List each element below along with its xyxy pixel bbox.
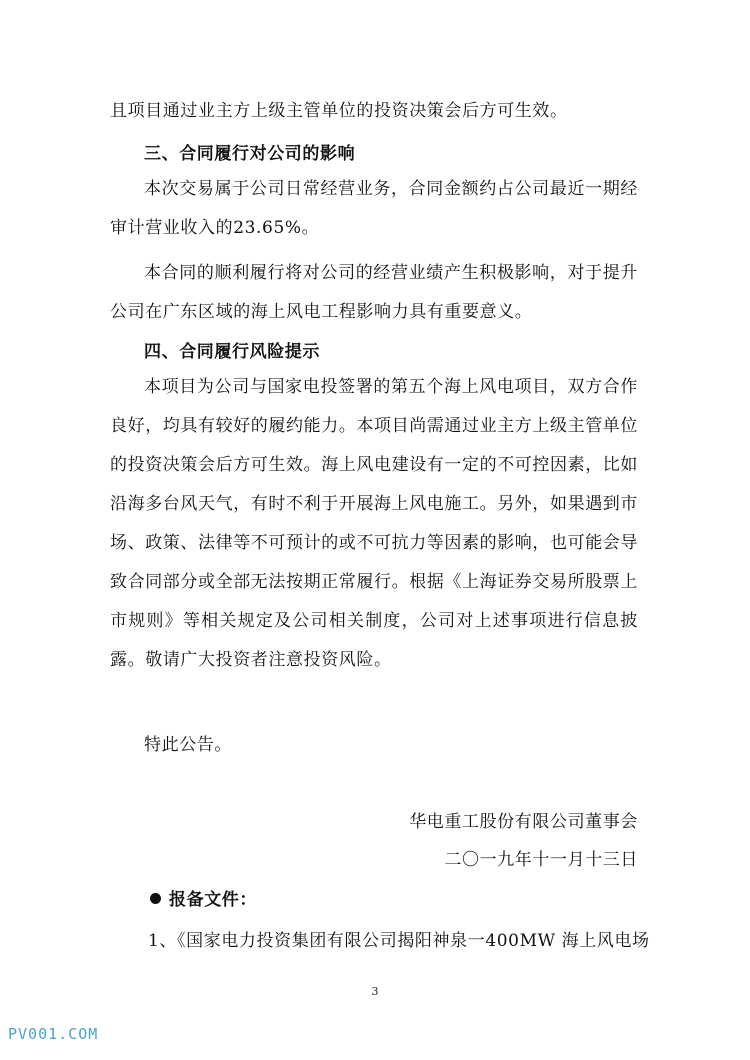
section-3-heading: 三、合同履行对公司的影响 — [144, 144, 356, 164]
section-3-paragraph-1: 本次交易属于公司日常经营业务，合同金额约占公司最近一期经审计营业收入的23.65%。 — [110, 179, 638, 238]
attachment-item-1: 1、《国家电力投资集团有限公司揭阳神泉一400MW 海上风电场 — [148, 931, 650, 951]
signature: 华电重工股份有限公司董事会 — [409, 812, 638, 832]
section-3-paragraph-2: 本合同的顺利履行将对公司的经营业绩产生积极影响，对于提升公司在广东区域的海上风电工程影响力具有重要意义。 — [110, 263, 638, 322]
attachments-heading-row — [150, 888, 257, 912]
closing-statement: 特此公告。 — [144, 735, 232, 755]
bullet-icon — [150, 893, 161, 904]
section-4-heading: 四、合同履行风险提示 — [144, 342, 320, 362]
issue-date: 二〇一九年十一月十三日 — [444, 850, 638, 870]
page-number: 3 — [371, 985, 379, 998]
attachments-heading: 报备文件： — [169, 890, 257, 910]
watermark: PV001.COM — [8, 1025, 99, 1043]
section-4-paragraph-1: 本项目为公司与国家电投签署的第五个海上风电项目，双方合作良好，均具有较好的履约能力。本项目尚需通过业主方上级主管单位的投资决策会后方可生效。海上风电建设有一定的不可控因素，比如沿海多台风天气，有时不利于开展海上风电施工。另外，如果遇到市场、政策、法律等不可预计的或不可抗力等因素的影响，也可能会导致合同部分或全部无法按期正常履行。根据《上海证券交易所股票上市规则》等相关规定及公司相关制度，公司对上述事项进行信息披露。敬请广大投资者注意投资风险。 — [110, 377, 638, 670]
continuation-line: 且项目通过业主方上级主管单位的投资决策会后方可生效。 — [110, 101, 568, 121]
